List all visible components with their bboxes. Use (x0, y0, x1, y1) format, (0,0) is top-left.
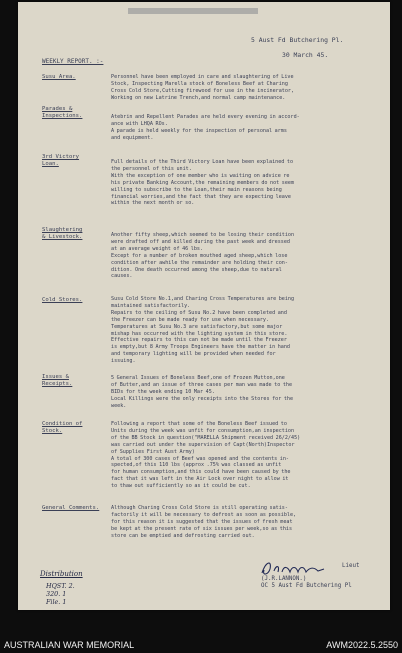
text-line: Following a report that some of the Boneless Beef issued to (111, 421, 287, 427)
report-date: 30 March 45. (282, 51, 329, 59)
text-line: to thaw out sufficiently so as it could be cut. (111, 483, 251, 490)
distribution-row: File. 1 (46, 598, 67, 606)
text-line: store can be emptied and defrosting carried out. (111, 532, 255, 539)
text-line: Although Charing Cross Cold Store is still operating satis- (111, 505, 288, 511)
text-line: Susu Cold Store No.1,and Charing Cross Temperatures are being (111, 296, 295, 302)
unit-header: 5 Aust Fd Butchering Pl. (251, 36, 344, 44)
text-line: Effective repairs to this can not be made until the Freezer (111, 337, 287, 344)
distribution-row: 320. 1 (46, 590, 67, 598)
section-body-slaughtering (111, 232, 379, 280)
section-body-susu-area (111, 74, 379, 102)
text-line: Atebrin and Repellent Parades are held every evening in accord- (111, 114, 300, 120)
distribution-list (46, 582, 75, 606)
text-line: of Butter,and an issue of three cases per man was made to the (111, 381, 293, 388)
text-line: week. (111, 402, 127, 409)
text-line: Repairs to the ceiling of Susu No.2 have been completed and (111, 309, 287, 316)
text-line: Cross Cold Store,Cutting firewood for use in the incinerator, (111, 87, 295, 94)
text-line: BIDs for the week ending 10 Mar 45. (111, 388, 215, 395)
text-line: is empty,but 8 Army Troops Engineers have the matter in hand (111, 344, 291, 351)
document-page (18, 2, 390, 610)
text-line: With the exception of one member who is waiting on advice re (111, 172, 290, 179)
redacted-heading-smudge (128, 8, 258, 14)
text-line: dition. One death occurred among the sheep,due to natural (111, 266, 282, 273)
distribution-title: Distribution (40, 570, 83, 578)
text-line: Except for a number of broken mouthed aged sheep,which lose (111, 252, 288, 259)
text-line: Full details of the Third Victory Loan have been explained to (111, 159, 294, 165)
text-line: be kept at the present rate of six issues per week,so as this (111, 525, 293, 532)
text-line: at an average weight of 46 lbs. (111, 245, 204, 252)
section-body-issues-receipts (111, 375, 379, 410)
signatory-name: (J.R.LANNON.) (261, 576, 307, 582)
text-line: maintained satisfactorily. (111, 302, 191, 309)
text-line: Temperatures at Susu No.3 are satisfactory,but some major (111, 323, 283, 330)
section-body-general-comments (111, 505, 379, 540)
section-label-issues-receipts: Issues & Receipts. (42, 374, 73, 387)
section-label-parades: Parades & Inspections. (42, 106, 83, 119)
report-title: WEEKLY REPORT. :- (42, 58, 104, 65)
text-line: for this reason it is suggested that the issues of fresh meat (111, 518, 293, 525)
text-line: Local Killings were the only receipts into the Stores for the (111, 395, 294, 402)
section-label-cold-stores: Cold Stores. (42, 297, 83, 303)
text-line: ance with LHQA ROs. (111, 120, 168, 127)
section-body-victory-loan (111, 159, 379, 207)
text-line: Another fifty sheep,which seemed to be losing their condition (111, 232, 295, 238)
text-line: A parade is held weekly for the inspection of personal arms (111, 127, 287, 134)
text-line: for human consumption,and this could have been caused by the (111, 469, 291, 476)
text-line: the Freezer can be made ready for use when necessary. (111, 316, 270, 323)
section-label-susu-area: Susu Area. (42, 74, 76, 80)
distribution-row: HQST. 2. (46, 582, 75, 590)
signature-block (261, 576, 352, 590)
text-line: Stock, Inspecting Marella stock of Boneless Beef at Charing (111, 80, 288, 87)
text-line: fact that it was left in the Air Lock over night to allow it (111, 476, 289, 483)
text-line: and equipment. (111, 134, 154, 141)
section-label-victory-loan: 3rd Victory Loan. (42, 154, 80, 167)
text-line: willing to subscribe to the Loan,their main reasons being (111, 186, 282, 193)
text-line: financial worries,and the fact that they are expecting leave (111, 193, 292, 200)
text-line: of Supplies First Aust Army) (111, 448, 195, 455)
signatory-unit: OC 5 Aust Fd Butchering Pl (261, 583, 352, 589)
text-line: issuing. (111, 358, 136, 365)
signatory-rank: Lieut (342, 563, 360, 569)
text-line: Units during the week was unfit for consumption,an inspection (111, 427, 295, 434)
text-line: 5 General Issues of Boneless Beef,one of Frozen Mutton,one (111, 375, 285, 381)
text-line: Working on new Latrine Trench,and normal camp maintenance. (111, 94, 286, 101)
text-line: were drafted off and killed during the past week and dressed (111, 238, 291, 245)
archive-footer (0, 612, 402, 653)
text-line: was carried out under the supervision of Capt(North)Inspector (111, 441, 295, 448)
text-line: factorily it will be necessary to defrost as soon as possible, (111, 511, 297, 518)
text-line: Personnel have been employed in care and slaughtering of Live (111, 74, 294, 80)
text-line: and temporary lighting will be provided when needed for (111, 351, 276, 358)
section-label-condition-of-stock: Condition of Stock. (42, 421, 83, 434)
archive-reference: AWM2022.5.2550 (326, 640, 398, 650)
text-line: spected,of this 110 lbs (approx .75% was classed as unfit (111, 462, 282, 469)
text-line: his private Banking Account,the remaining members do not seem (111, 179, 295, 186)
text-line: causes. (111, 273, 133, 280)
text-line: mishap has occurred with the lighting system in this store. (111, 330, 288, 337)
archive-name: AUSTRALIAN WAR MEMORIAL (4, 640, 135, 650)
text-line: of the BB Stock in question("MARELLA Shipment received 26/2/45) (111, 434, 301, 441)
text-line: A total of 300 cases of Beef was opened and the contents in- (111, 455, 290, 462)
text-line: within the next month or so. (111, 200, 195, 207)
section-label-slaughtering: Slaughtering & Livestock. (42, 227, 83, 240)
section-body-condition-of-stock (111, 421, 379, 490)
section-label-general-comments: General Comments. (42, 505, 100, 511)
text-line: the personnel of this unit. (111, 165, 192, 172)
section-body-parades (111, 114, 379, 142)
section-body-cold-stores (111, 296, 379, 365)
text-line: condition after awhile the remainder are holding their con- (111, 259, 288, 266)
